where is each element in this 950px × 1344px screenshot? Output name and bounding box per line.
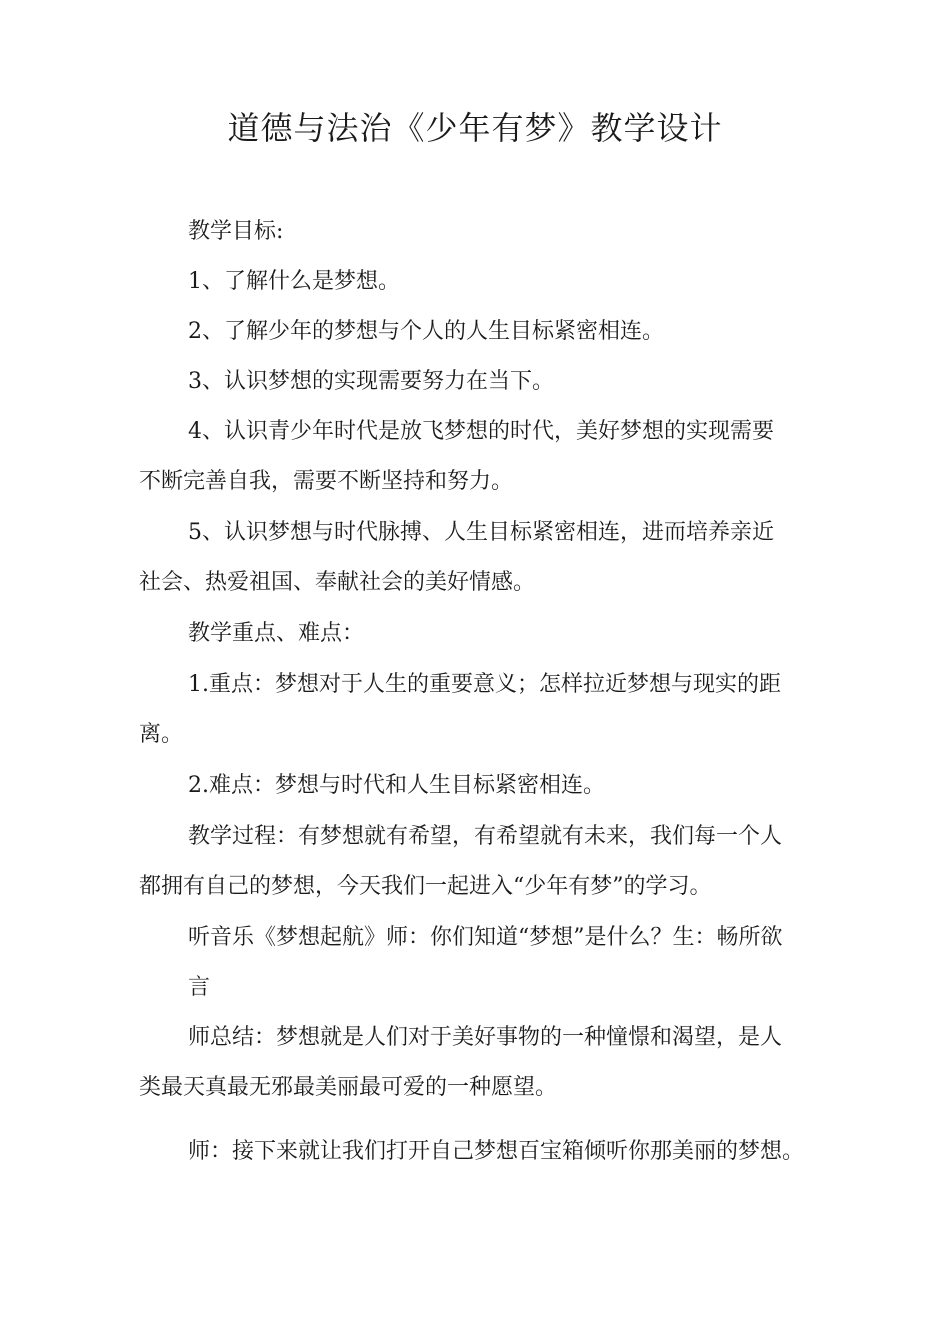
- objective-item-5-continued: 社会、热爱祖国、奉献社会的美好情感。: [139, 570, 536, 595]
- music-dialogue-paragraph: 听音乐《梦想起航》师：你们知道“梦想”是什么？生：畅所欲: [188, 925, 783, 950]
- section-heading-objectives: 教学目标:: [188, 219, 284, 244]
- teaching-process-paragraph-continued: 都拥有自己的梦想，今天我们一起进入“少年有梦”的学习。: [139, 874, 712, 899]
- key-point-item-2: 2.难点：梦想与时代和人生目标紧密相连。: [188, 773, 605, 798]
- objective-item-3: 3、认识梦想的实现需要努力在当下。: [188, 369, 554, 394]
- teaching-process-paragraph: 教学过程：有梦想就有希望，有希望就有未来，我们每一个人: [188, 824, 783, 849]
- music-dialogue-paragraph-continued: 言: [188, 975, 211, 1000]
- objective-item-4: 4、认识青少年时代是放飞梦想的时代，美好梦想的实现需要: [188, 419, 774, 444]
- teacher-summary-paragraph: 师总结：梦想就是人们对于美好事物的一种憧憬和渴望，是人: [188, 1025, 783, 1050]
- document-title: 道德与法治《少年有梦》教学设计: [227, 109, 723, 147]
- teacher-closing-paragraph: 师：接下来就让我们打开自己梦想百宝箱倾听你那美丽的梦想。: [188, 1139, 805, 1164]
- section-heading-key-points: 教学重点、难点：: [188, 621, 365, 646]
- key-point-item-1: 1.重点：梦想对于人生的重要意义；怎样拉近梦想与现实的距: [188, 672, 781, 697]
- objective-item-4-continued: 不断完善自我，需要不断坚持和努力。: [139, 469, 514, 494]
- objective-item-2: 2、了解少年的梦想与个人的人生目标紧密相连。: [188, 319, 664, 344]
- objective-item-1: 1、了解什么是梦想。: [188, 269, 400, 294]
- teacher-summary-paragraph-continued: 类最天真最无邪最美丽最可爱的一种愿望。: [139, 1075, 558, 1100]
- key-point-item-1-continued: 离。: [139, 722, 184, 747]
- objective-item-5: 5、认识梦想与时代脉搏、人生目标紧密相连，进而培养亲近: [188, 520, 774, 545]
